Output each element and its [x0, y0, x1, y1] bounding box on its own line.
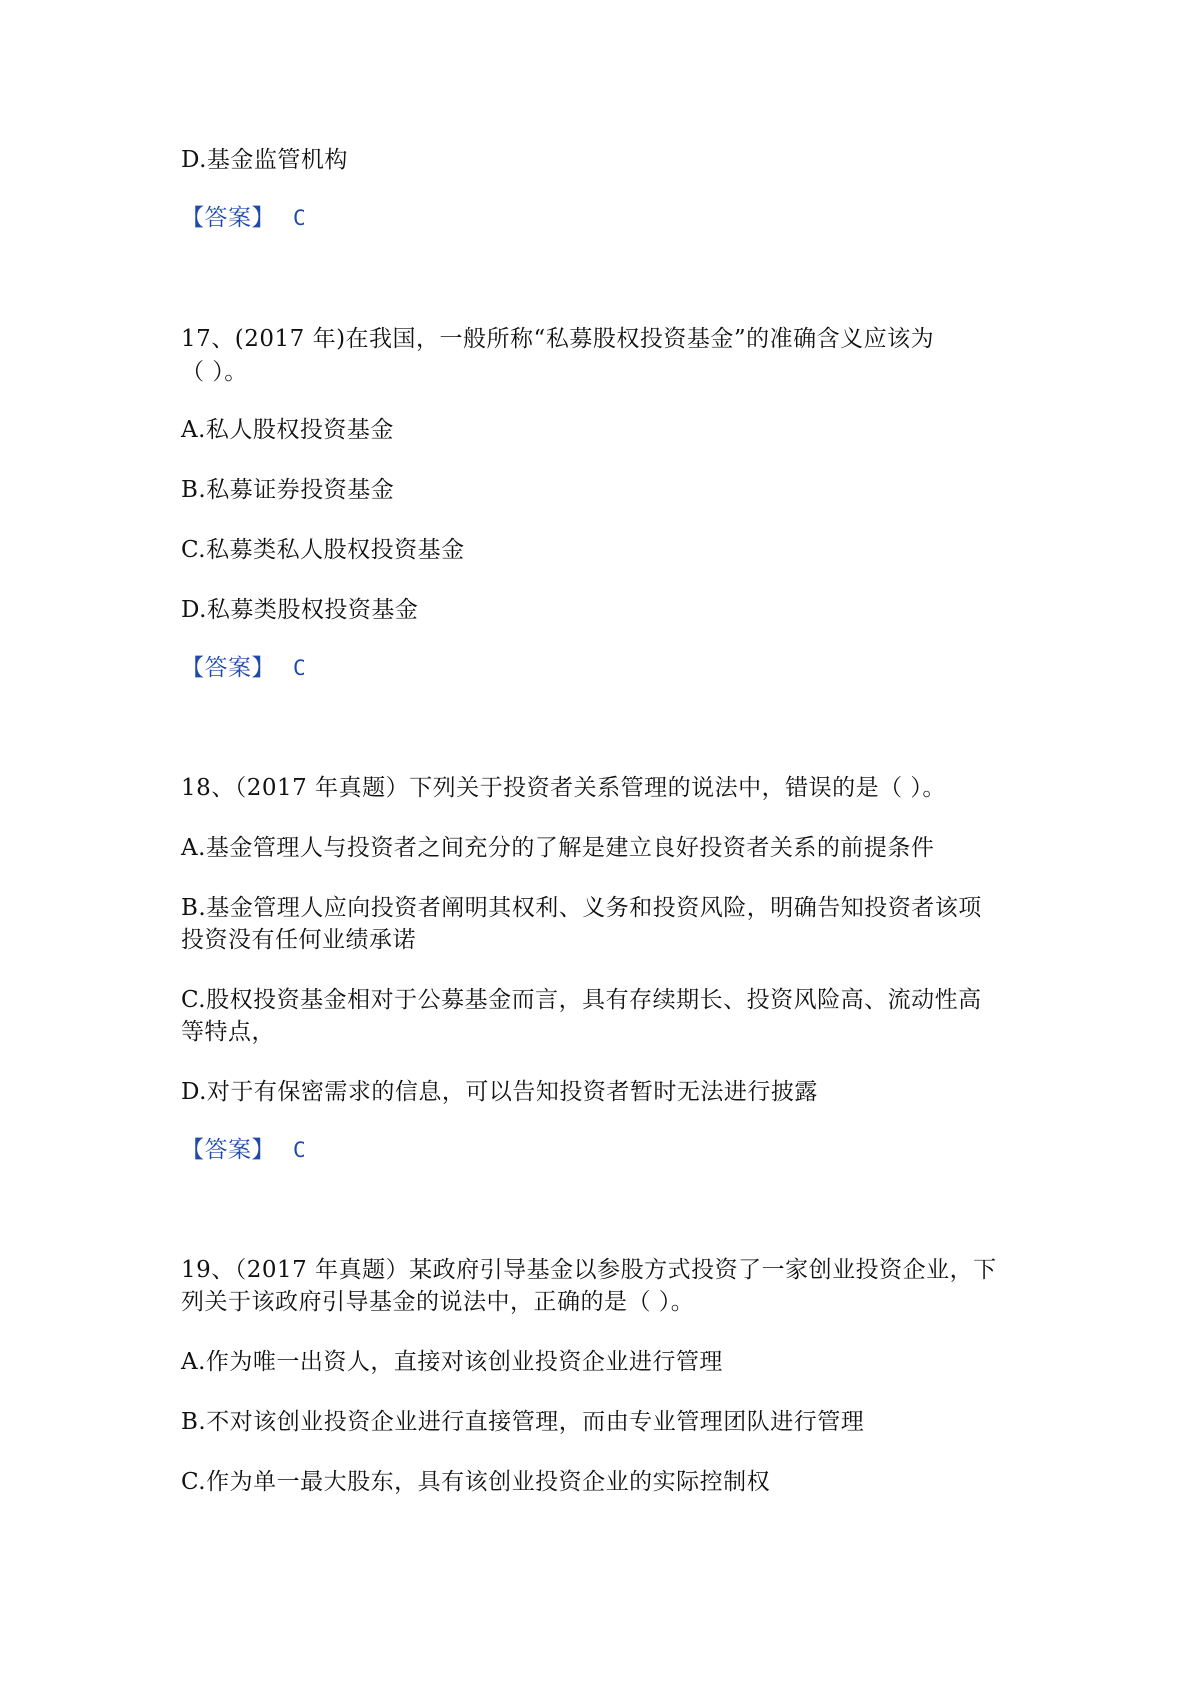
q18-option-b-line1: B.基金管理人应向投资者阐明其权利、义务和投资风险，明确告知投资者该项: [181, 895, 982, 921]
answer-value: C: [293, 1138, 307, 1162]
q19-stem-line2: 列关于该政府引导基金的说法中，正确的是（ ）。: [181, 1289, 695, 1315]
q19-option-b: B.不对该创业投资企业进行直接管理，而由专业管理团队进行管理: [181, 1409, 865, 1435]
q18-option-d: D.对于有保密需求的信息，可以告知投资者暂时无法进行披露: [181, 1079, 818, 1105]
q18-option-b-line2: 投资没有任何业绩承诺: [181, 927, 416, 953]
q18-stem-line1: 18、（2017 年真题）下列关于投资者关系管理的说法中，错误的是（ ）。: [181, 775, 946, 801]
q16-option-d: D.基金监管机构: [181, 147, 348, 173]
q19-stem-line1: 19、（2017 年真题）某政府引导基金以参股方式投资了一家创业投资企业，下: [181, 1257, 997, 1283]
q18-option-c-line2: 等特点，: [181, 1019, 275, 1045]
answer-value: C: [293, 656, 307, 680]
q17-option-c: C.私募类私人股权投资基金: [181, 537, 465, 563]
q17-stem-line2: （ ）。: [181, 359, 248, 385]
q17-option-b: B.私募证券投资基金: [181, 477, 395, 503]
answer-label: 【答案】: [181, 655, 275, 681]
q16-answer: [181, 202, 306, 234]
q17-option-d: D.私募类股权投资基金: [181, 597, 419, 623]
answer-label: 【答案】: [181, 205, 275, 231]
q17-option-a: A.私人股权投资基金: [181, 417, 394, 443]
q18-answer: [181, 1134, 306, 1166]
q19-option-a: A.作为唯一出资人，直接对该创业投资企业进行管理: [181, 1349, 723, 1375]
answer-label: 【答案】: [181, 1137, 275, 1163]
q18-option-a: A.基金管理人与投资者之间充分的了解是建立良好投资者关系的前提条件: [181, 835, 935, 861]
q17-answer: [181, 652, 306, 684]
q19-option-c: C.作为单一最大股东，具有该创业投资企业的实际控制权: [181, 1469, 771, 1495]
answer-value: C: [293, 206, 307, 230]
q17-stem-line1: 17、(2017 年)在我国，一般所称“私募股权投资基金”的准确含义应该为: [181, 326, 935, 352]
q18-option-c-line1: C.股权投资基金相对于公募基金而言，具有存续期长、投资风险高、流动性高: [181, 987, 982, 1013]
